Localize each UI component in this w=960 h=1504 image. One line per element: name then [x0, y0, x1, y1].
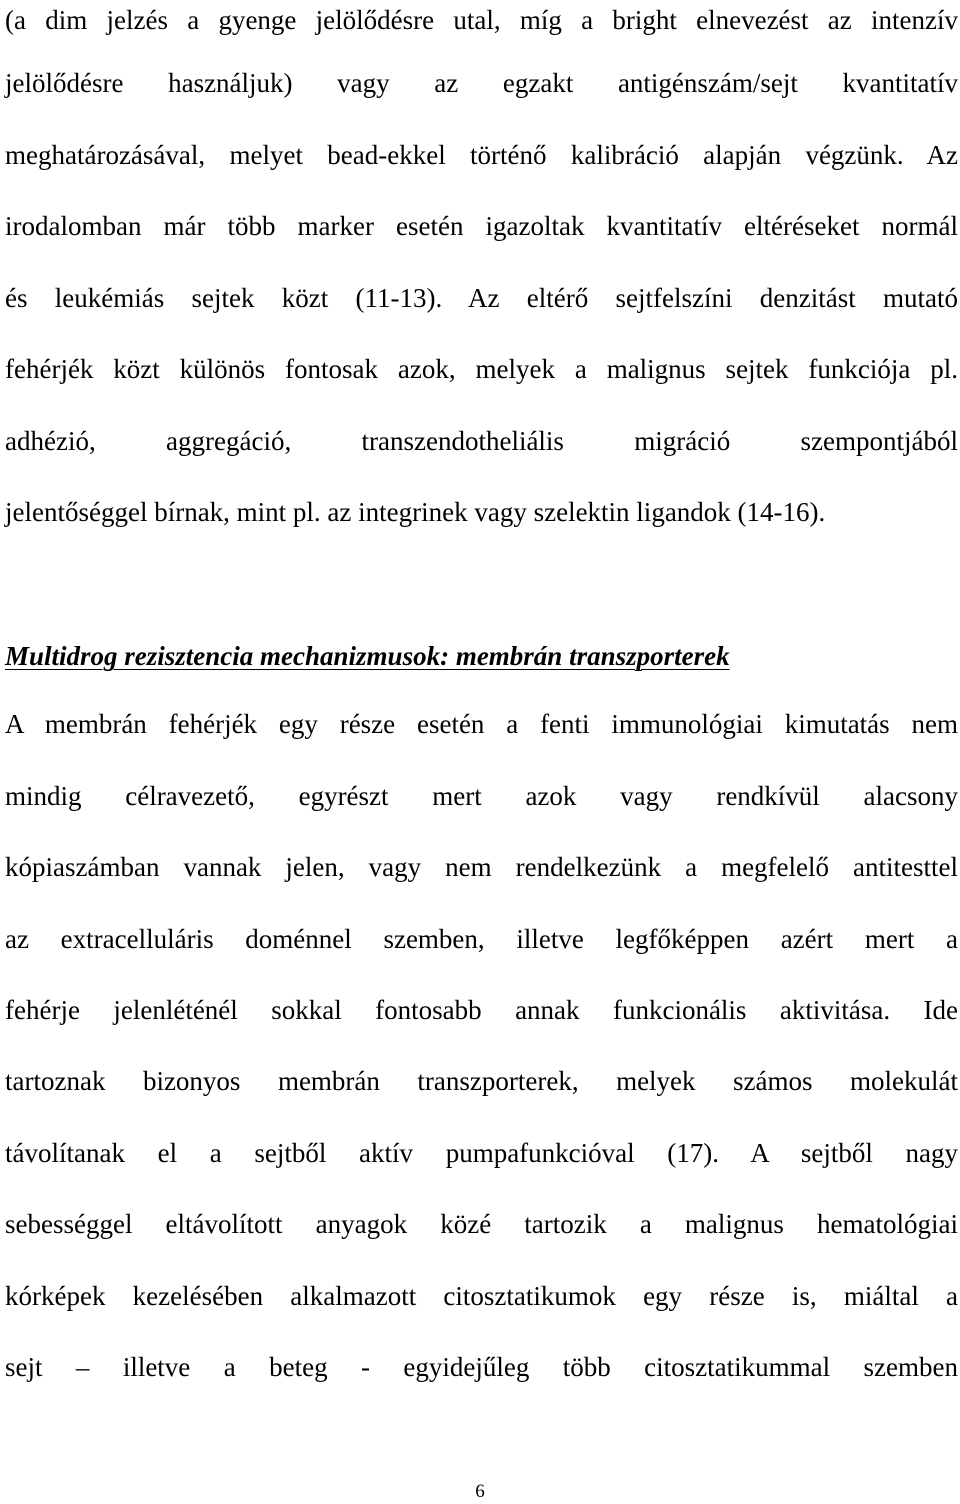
paragraph-1-line: jelentőséggel bírnak, mint pl. az integrinek vagy szelektin ligandok (14-16).: [5, 497, 826, 527]
paragraph-1-line: fehérjék közt különös fontosak azok, melyek a malignus sejtek funkciója pl.: [5, 354, 958, 384]
paragraph-1-line: (a dim jelzés a gyenge jelölődésre utal, míg a bright elnevezést az intenzív: [5, 5, 958, 35]
paragraph-1-line: meghatározásával, melyet bead-ekkel történő kalibráció alapján végzünk. Az: [5, 140, 958, 170]
paragraph-2-line: sejt – illetve a beteg - egyidejűleg több citosztatikummal szemben: [5, 1352, 958, 1382]
paragraph-2-line: kópiaszámban vannak jelen, vagy nem rendelkezünk a megfelelő antitesttel: [5, 852, 958, 882]
section-heading: Multidrog rezisztencia mechanizmusok: membrán transzporterek: [5, 641, 730, 671]
paragraph-1-line: és leukémiás sejtek közt (11-13). Az eltérő sejtfelszíni denzitást mutató: [5, 283, 958, 313]
paragraph-2-line: fehérje jelenléténél sokkal fontosabb annak funkcionális aktivitása. Ide: [5, 995, 958, 1025]
paragraph-1-line: irodalomban már több marker esetén igazoltak kvantitatív eltéréseket normál: [5, 211, 958, 241]
paragraph-1-line: jelölődésre használjuk) vagy az egzakt antigénszám/sejt kvantitatív: [5, 68, 958, 98]
paragraph-2-line: az extracelluláris doménnel szemben, illetve legfőképpen azért mert a: [5, 924, 958, 954]
paragraph-1-line: adhézió, aggregáció, transzendotheliális migráció szempontjából: [5, 426, 958, 456]
paragraph-2-line: kórképek kezelésében alkalmazott citosztatikumok egy része is, miáltal a: [5, 1281, 958, 1311]
page-number: 6: [475, 1481, 485, 1502]
paragraph-2-line: mindig célravezető, egyrészt mert azok vagy rendkívül alacsony: [5, 781, 958, 811]
paragraph-2-line: tartoznak bizonyos membrán transzporterek, melyek számos molekulát: [5, 1066, 958, 1096]
paragraph-2-line: sebességgel eltávolított anyagok közé tartozik a malignus hematológiai: [5, 1209, 958, 1239]
paragraph-2-line: A membrán fehérjék egy része esetén a fenti immunológiai kimutatás nem: [5, 709, 958, 739]
paragraph-2-line: távolítanak el a sejtből aktív pumpafunkcióval (17). A sejtből nagy: [5, 1138, 958, 1168]
